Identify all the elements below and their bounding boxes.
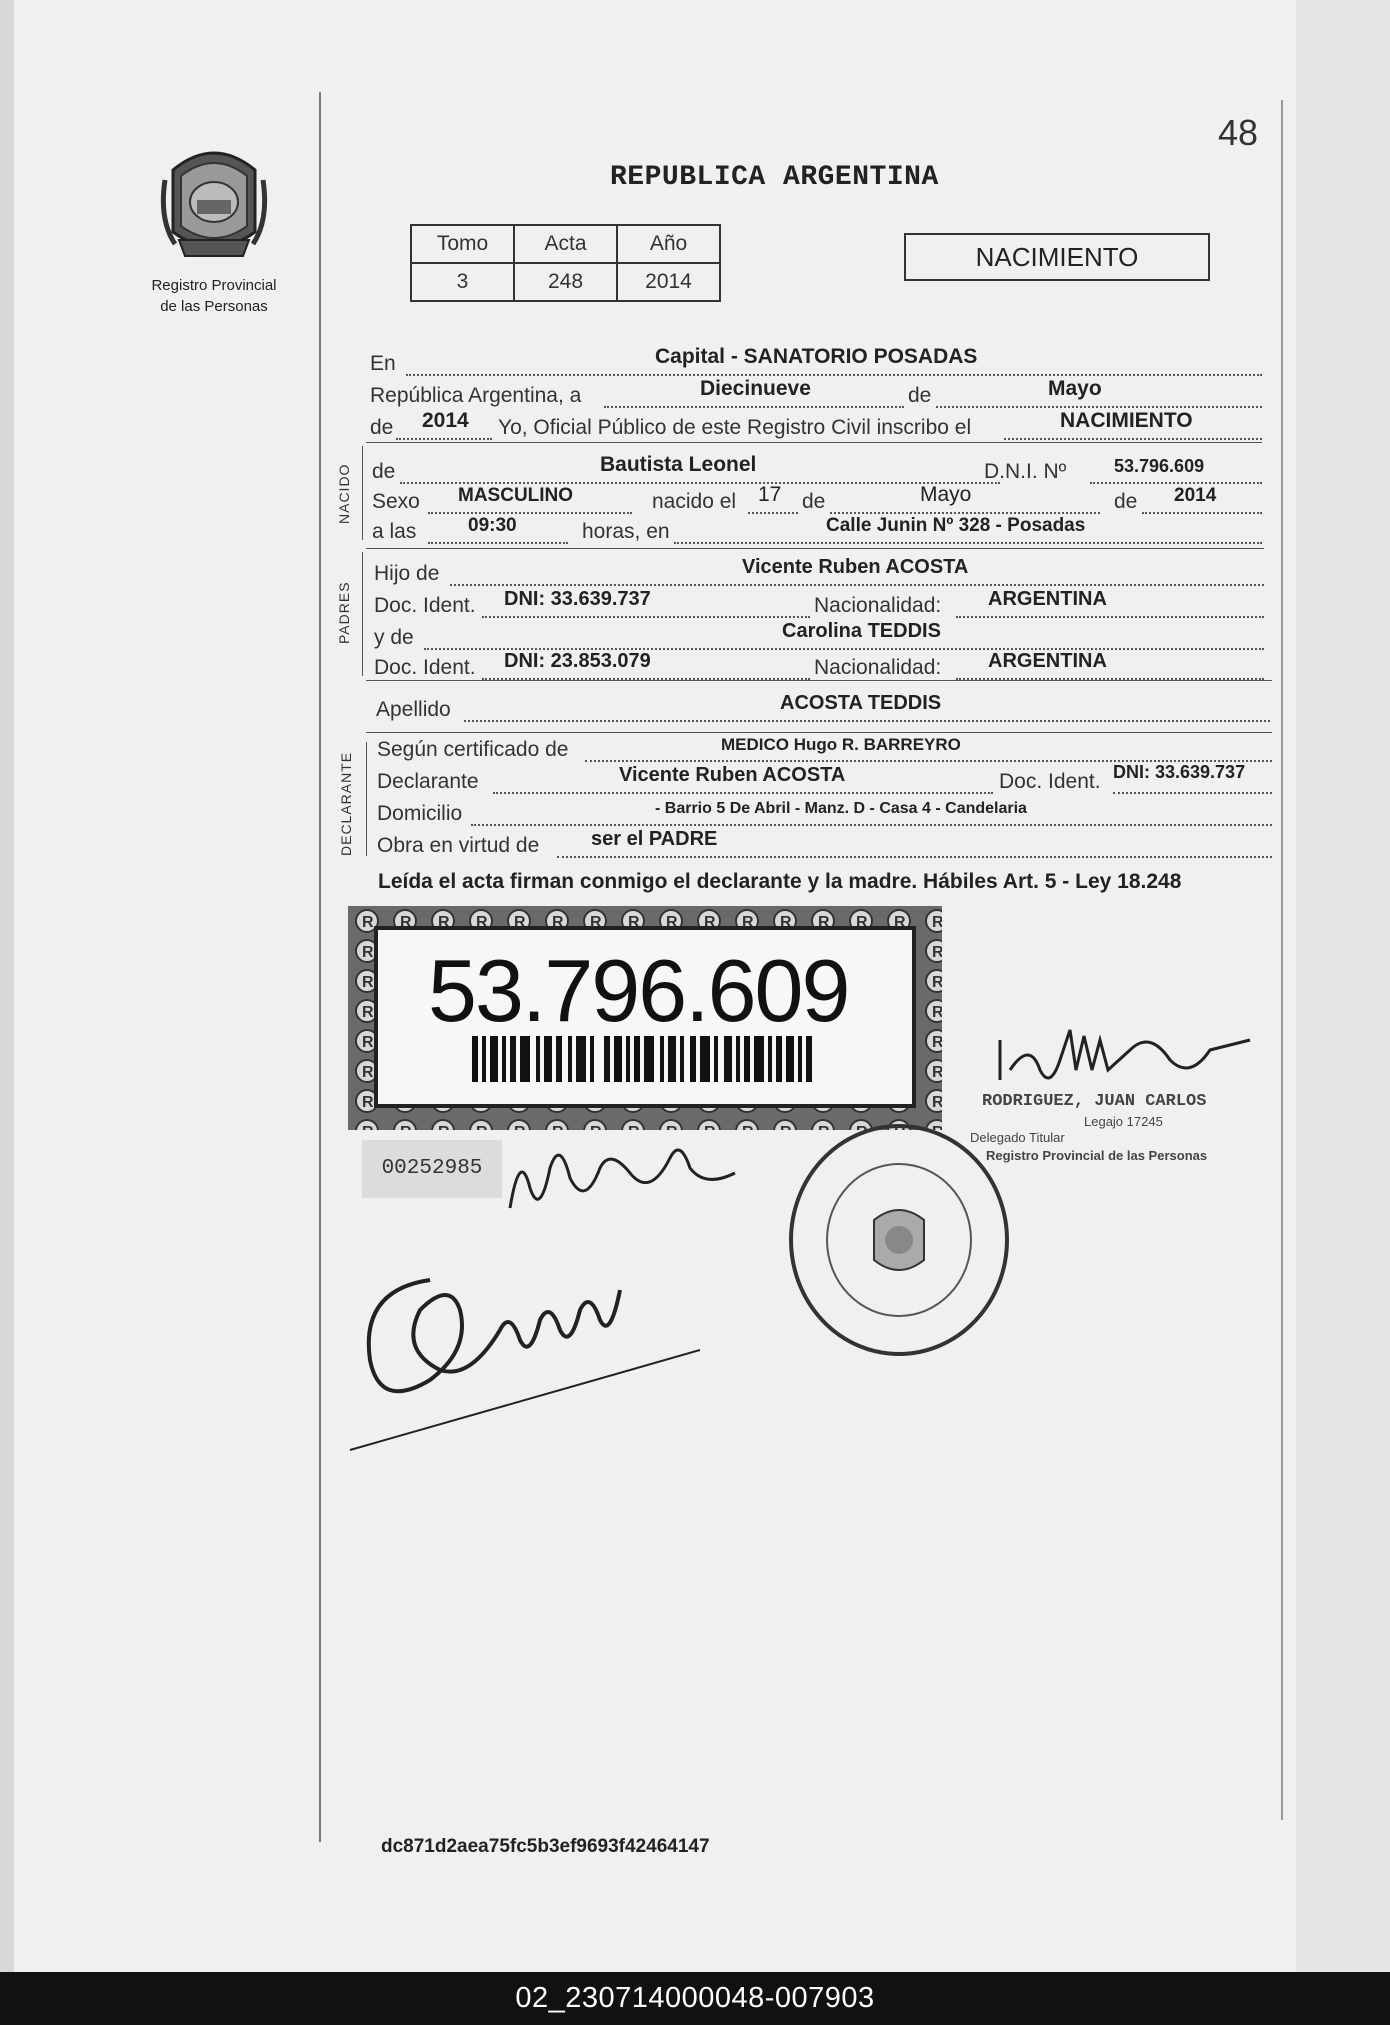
apellido-label: Apellido [376, 698, 451, 721]
page-title: REPUBLICA ARGENTINA [610, 162, 939, 193]
place-value: Capital - SANATORIO POSADAS [655, 345, 978, 368]
row-sex-birth [372, 483, 1262, 518]
registry-logo [150, 140, 278, 315]
father-nationality-value: ARGENTINA [988, 588, 1107, 610]
apellido-value: ACOSTA TEDDIS [780, 692, 942, 714]
misiones-coat-of-arms-icon [159, 140, 269, 268]
dotted-line [557, 856, 1272, 858]
domicilio-label: Domicilio [377, 802, 463, 825]
serial-number: 00252985 [362, 1140, 502, 1198]
official-legajo: Legajo 17245 [1084, 1114, 1163, 1129]
section-divider [366, 680, 1272, 681]
sexo-label: Sexo [372, 490, 420, 513]
de-label-3: de [372, 460, 396, 483]
mother-nationality-value: ARGENTINA [988, 650, 1107, 672]
left-margin-line [319, 92, 321, 1842]
doc-ident-label-3: Doc. Ident. [999, 770, 1101, 793]
birth-place-value: Calle Junin Nº 328 - Posadas [826, 515, 1086, 536]
dotted-line [406, 374, 1262, 376]
father-name-value: Vicente Ruben ACOSTA [742, 556, 969, 578]
declarante-doc-value: DNI: 33.639.737 [1113, 762, 1246, 782]
padres-section-label: PADRES [336, 581, 352, 644]
dotted-line [956, 616, 1264, 618]
row-official [370, 409, 1262, 444]
dotted-line [450, 584, 1264, 586]
page-number: 48 [1218, 112, 1259, 153]
dotted-line [428, 512, 632, 514]
horas-en-label: horas, en [582, 520, 670, 543]
declarant-signature [340, 1250, 700, 1460]
registrar-signature [490, 1128, 740, 1228]
sexo-value: MASCULINO [458, 485, 574, 506]
section-divider [366, 442, 1262, 443]
birth-day-value: 17 [758, 483, 782, 506]
official-text: Yo, Oficial Público de este Registro Civil inscribo el [498, 416, 972, 439]
logo-caption-1: Registro Provincial [151, 277, 277, 294]
section-divider [366, 548, 1264, 549]
register-header-anio: Año [617, 225, 720, 263]
row-child-name [372, 453, 1262, 488]
read-statement: Leída el acta firman conmigo el declarante y la madre. Hábiles Art. 5 - Ley 18.248 [378, 870, 1182, 893]
inscribed-type-value: NACIMIENTO [1060, 409, 1193, 432]
father-doc-value: DNI: 33.639.737 [504, 588, 651, 610]
dotted-line [493, 792, 993, 794]
register-value-anio: 2014 [617, 263, 720, 301]
doc-ident-label-2: Doc. Ident. [374, 656, 476, 679]
declarante-section-label: DECLARANTE [338, 751, 354, 856]
month-value: Mayo [1048, 377, 1102, 400]
section-divider [366, 732, 1272, 733]
row-place [370, 345, 1262, 380]
row-birth-time [372, 515, 1262, 548]
birth-month-value: Mayo [920, 483, 972, 506]
dotted-line [1004, 438, 1262, 440]
section-bracket [366, 742, 367, 856]
birth-time-value: 09:30 [468, 515, 517, 536]
document-type-box: NACIMIENTO [904, 233, 1210, 281]
dotted-line [1113, 792, 1272, 794]
mother-name-value: Carolina TEDDIS [782, 620, 941, 642]
dotted-line [830, 512, 1100, 514]
dotted-line [482, 616, 810, 618]
nacido-section-label: NACIDO [336, 463, 352, 524]
dotted-line [1090, 482, 1262, 484]
doc-ident-label: Doc. Ident. [374, 594, 476, 617]
dotted-line [396, 438, 492, 440]
section-bracket [362, 446, 363, 540]
row-father-name [374, 556, 1264, 590]
nacionalidad-label-2: Nacionalidad: [814, 656, 942, 679]
mother-doc-value: DNI: 23.853.079 [504, 650, 651, 672]
dotted-line [428, 542, 568, 544]
register-table [410, 224, 721, 302]
row-apellido [376, 692, 1270, 726]
scanner-margin [1296, 0, 1390, 1972]
y-de-label: y de [374, 626, 414, 649]
row-domicilio [377, 802, 1272, 830]
year-value: 2014 [422, 409, 469, 432]
register-header-tomo: Tomo [411, 225, 514, 263]
certificado-label: Según certificado de [377, 738, 569, 761]
sheet-edge [0, 0, 14, 1972]
certificado-value: MEDICO Hugo R. BARREYRO [721, 735, 961, 754]
dotted-line [464, 720, 1270, 722]
domicilio-value: - Barrio 5 De Abril - Manz. D - Casa 4 - Candelaria [655, 800, 1027, 817]
dni-label: D.N.I. Nº [984, 460, 1067, 483]
republica-label: República Argentina, a [370, 384, 582, 407]
official-seal-stamp [784, 1120, 1014, 1360]
row-declarante [377, 762, 1272, 798]
declarante-label: Declarante [377, 770, 479, 793]
official-office: Registro Provincial de las Personas [986, 1148, 1208, 1163]
nacido-el-label: nacido el [652, 490, 737, 513]
dotted-line [748, 512, 798, 514]
child-name-value: Bautista Leonel [600, 453, 757, 476]
scan-id: 02_230714000048-007903 [515, 1982, 875, 2014]
logo-caption-2: de las Personas [160, 298, 268, 315]
dotted-line [604, 406, 904, 408]
de-label-2: de [370, 416, 394, 439]
row-obra [377, 828, 1272, 862]
register-value-tomo: 3 [411, 263, 514, 301]
official-name: RODRIGUEZ, JUAN CARLOS [982, 1092, 1207, 1111]
obra-value: ser el PADRE [591, 828, 718, 850]
nacionalidad-label: Nacionalidad: [814, 594, 942, 617]
dotted-line [471, 824, 1272, 826]
birth-year-value: 2014 [1174, 485, 1217, 506]
official-signature [980, 1020, 1280, 1100]
document-hash: dc871d2aea75fc5b3ef9693f42464147 [381, 1836, 710, 1857]
obra-label: Obra en virtud de [377, 834, 540, 857]
hijo-de-label: Hijo de [374, 562, 440, 585]
a-las-label: a las [372, 520, 417, 543]
dotted-line [1142, 512, 1262, 514]
section-bracket [362, 552, 363, 676]
dotted-line [674, 542, 1262, 544]
en-label: En [370, 352, 396, 375]
de-label: de [908, 384, 932, 407]
row-date [370, 377, 1262, 412]
dotted-line [936, 406, 1262, 408]
official-role: Delegado Titular [970, 1130, 1065, 1145]
dotted-line [400, 482, 1000, 484]
declarante-name-value: Vicente Ruben ACOSTA [619, 764, 846, 786]
de-label-4: de [802, 490, 826, 513]
register-value-acta: 248 [514, 263, 617, 301]
dni-sticker-number: 53.796.609 [428, 941, 849, 1040]
de-label-5: de [1114, 490, 1138, 513]
row-father-doc [374, 588, 1264, 622]
day-value: Diecinueve [700, 377, 811, 400]
scan-id-bar [0, 1972, 1390, 2025]
register-header-acta: Acta [514, 225, 617, 263]
right-margin-line [1281, 100, 1283, 1820]
child-dni-value: 53.796.609 [1114, 456, 1205, 476]
